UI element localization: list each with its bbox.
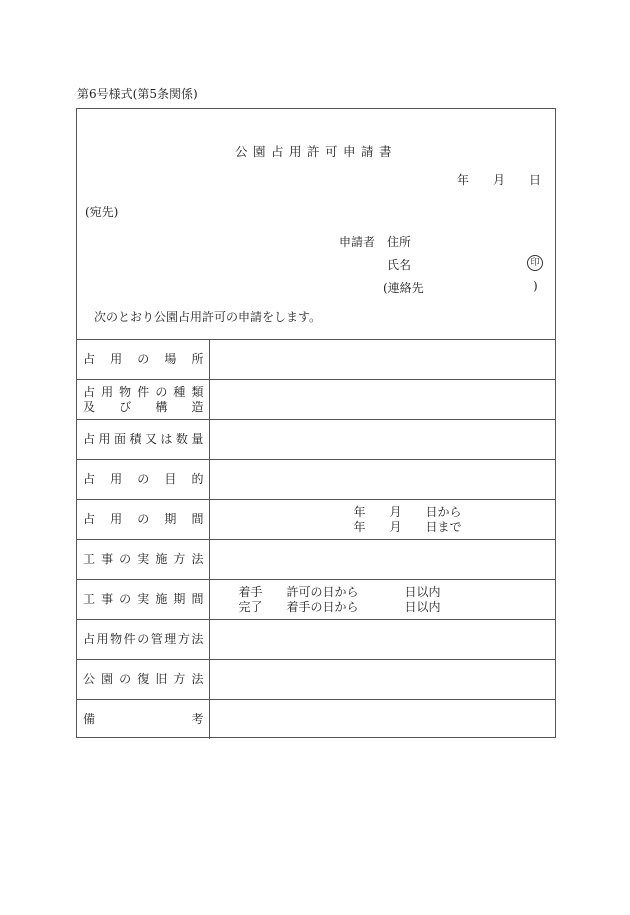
label-char: 及 [83, 399, 96, 414]
label-char: の [137, 352, 150, 366]
label-char: 占 [83, 352, 96, 366]
work-end-label: 完了 [238, 600, 263, 614]
row-label-line [83, 512, 204, 527]
seal-icon: 印 [527, 255, 543, 271]
contact-open[interactable]: (連絡先 [383, 281, 424, 295]
label-char: 用 [96, 632, 109, 646]
row-label [77, 620, 209, 660]
label-char: 方 [177, 632, 190, 646]
applicant-label: 申請者 [339, 235, 376, 249]
label-char: 構 [155, 399, 168, 414]
work-start-label: 着手 [238, 585, 263, 599]
label-char: 施 [155, 552, 168, 566]
label-char: の [119, 672, 132, 686]
label-char: び [119, 399, 132, 414]
row-label-line [83, 400, 204, 415]
row-value-field[interactable] [209, 420, 555, 460]
label-char: 期 [164, 512, 177, 526]
label-char: 間 [191, 592, 204, 606]
period-year: 年 [353, 505, 366, 519]
label-char: 占 [83, 632, 96, 646]
label-char: 又 [144, 432, 157, 446]
work-end-within: 日以内 [404, 600, 441, 614]
date-year: 年 [457, 173, 470, 187]
contact-close: ) [533, 279, 538, 293]
table-row [77, 660, 555, 700]
form-caption: 第6号様式(第5条関係) [77, 87, 198, 101]
label-char: 方 [173, 672, 186, 686]
label-char: 復 [137, 672, 150, 686]
row-label-line [83, 712, 204, 727]
row-label [77, 500, 209, 540]
work-start-text: 許可の日から [286, 585, 359, 599]
table-row [77, 500, 555, 540]
label-char: 物 [119, 384, 132, 399]
label-char: 事 [101, 552, 114, 566]
label-char: 量 [191, 432, 204, 446]
table-row [77, 340, 555, 380]
label-char: 実 [137, 592, 150, 606]
label-char: 公 [83, 672, 96, 686]
label-char: 占 [83, 384, 96, 399]
name-label[interactable]: 氏名 [387, 258, 412, 272]
row-label [77, 340, 209, 380]
label-char: 園 [101, 672, 114, 686]
row-label-line [83, 472, 204, 487]
label-char: 事 [101, 592, 114, 606]
table-row [77, 460, 555, 500]
address-label[interactable]: 住所 [387, 235, 412, 249]
label-char: 旧 [155, 672, 168, 686]
row-label-line [83, 352, 204, 367]
label-char: の [137, 632, 150, 646]
row-label [77, 540, 209, 580]
row-value-field[interactable] [209, 340, 555, 380]
date-day: 日 [529, 173, 542, 187]
label-char: 占 [83, 432, 96, 446]
row-label [77, 580, 209, 620]
period-year: 年 [353, 520, 366, 534]
label-char: の [137, 472, 150, 486]
period-until: 日まで [425, 520, 462, 534]
row-label-line [83, 552, 204, 567]
label-char: 用 [110, 512, 123, 526]
label-char: 工 [83, 592, 96, 606]
label-char: 実 [137, 552, 150, 566]
row-label [77, 660, 209, 700]
label-char: 工 [83, 552, 96, 566]
row-value-field[interactable] [209, 580, 555, 620]
label-char: の [119, 592, 132, 606]
period-month: 月 [389, 520, 402, 534]
label-char: 施 [155, 592, 168, 606]
label-char: 目 [164, 472, 177, 486]
row-label-line [83, 672, 204, 687]
application-form [76, 108, 556, 738]
label-char: 考 [191, 712, 204, 726]
table-row [77, 420, 555, 460]
label-char: の [137, 512, 150, 526]
row-label [77, 380, 209, 420]
form-table [77, 339, 555, 739]
label-char: 法 [191, 672, 204, 686]
label-char: 種 [173, 384, 186, 399]
period-from: 日から [425, 505, 462, 519]
label-char: 備 [83, 712, 96, 726]
label-char: 間 [191, 512, 204, 526]
date-month: 月 [493, 173, 506, 187]
row-label [77, 700, 209, 740]
period-month: 月 [389, 505, 402, 519]
row-value-field[interactable] [209, 620, 555, 660]
form-title: 公園占用許可申請書 [234, 144, 397, 159]
label-char: は [160, 432, 173, 446]
label-char: 期 [173, 592, 186, 606]
label-char: 所 [191, 352, 204, 366]
addressee: (宛先) [85, 205, 119, 219]
label-char: 用 [110, 352, 123, 366]
label-char: 面 [113, 432, 126, 446]
label-char: の [155, 384, 168, 399]
label-char: 件 [137, 384, 150, 399]
label-char: 占 [83, 512, 96, 526]
label-char: 管 [150, 632, 163, 646]
label-char: 数 [175, 432, 188, 446]
row-label-line [83, 592, 204, 607]
table-row [77, 620, 555, 660]
label-char: 物 [110, 632, 123, 646]
row-value-field[interactable] [209, 540, 555, 580]
work-end-text: 着手の日から [286, 600, 359, 614]
work-start-within: 日以内 [404, 585, 441, 599]
row-value-field[interactable] [209, 380, 555, 420]
table-row [77, 540, 555, 580]
statement: 次のとおり公園占用許可の申請をします。 [94, 310, 322, 324]
label-char: 法 [191, 552, 204, 566]
label-char: 理 [164, 632, 177, 646]
label-char: 用 [110, 472, 123, 486]
label-char: 件 [123, 632, 136, 646]
row-label [77, 420, 209, 460]
label-char: 造 [191, 399, 204, 414]
row-value-field[interactable] [209, 460, 555, 500]
row-label-line [83, 432, 204, 447]
label-char: 積 [129, 432, 142, 446]
label-char: 用 [98, 432, 111, 446]
label-char: 占 [83, 472, 96, 486]
label-char: 用 [101, 384, 114, 399]
row-label [77, 460, 209, 500]
label-char: 類 [191, 384, 204, 399]
row-label-line [83, 385, 204, 400]
row-value-field[interactable] [209, 660, 555, 700]
table-row [77, 700, 555, 740]
label-char: 方 [173, 552, 186, 566]
row-value-field[interactable] [209, 500, 555, 540]
table-row [77, 580, 555, 620]
label-char: 法 [191, 632, 204, 646]
label-char: の [119, 552, 132, 566]
row-value-field[interactable] [209, 700, 555, 740]
table-row [77, 380, 555, 420]
row-label-line [83, 632, 204, 647]
label-char: 場 [164, 352, 177, 366]
label-char: 的 [191, 472, 204, 486]
